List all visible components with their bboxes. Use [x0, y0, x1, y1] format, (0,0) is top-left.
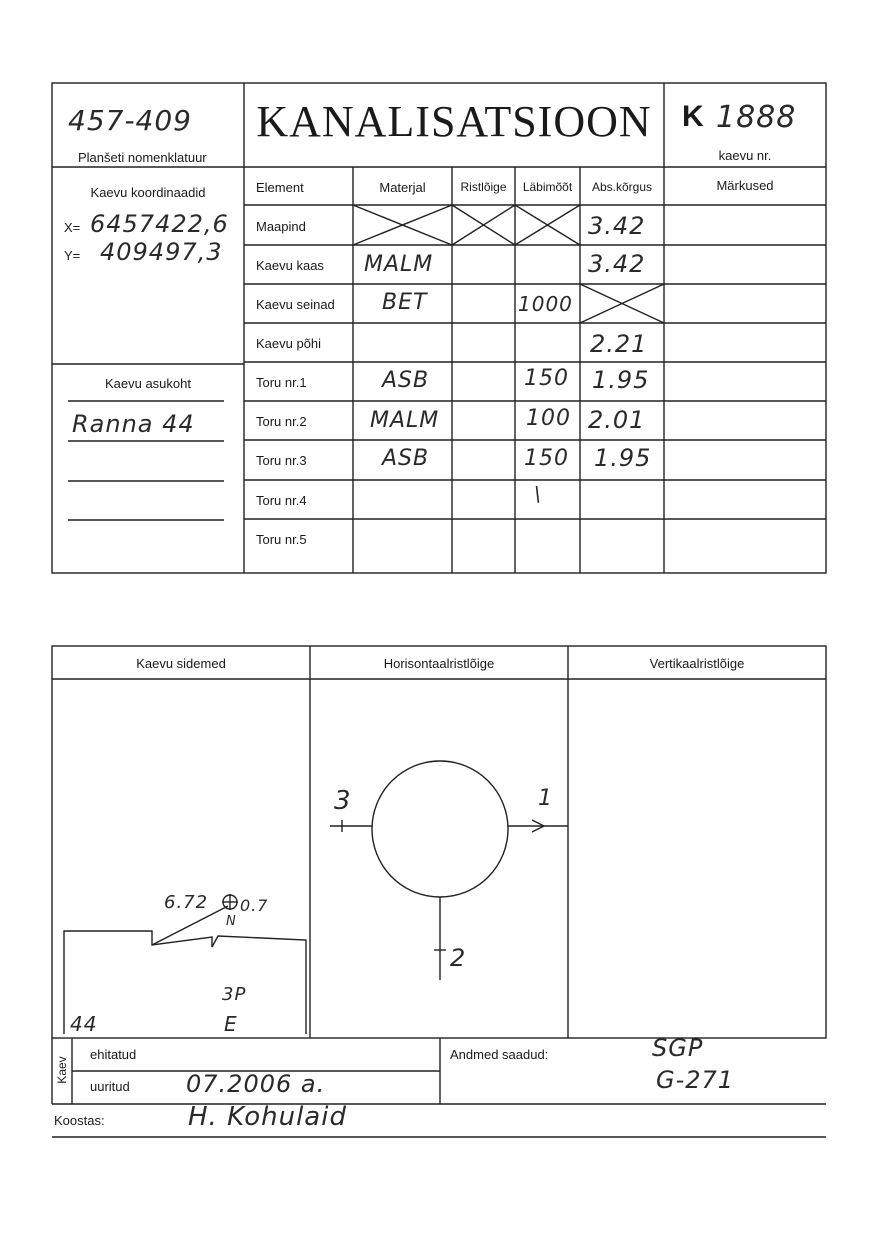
- well-number-value: 1888: [716, 100, 797, 135]
- well-number-prefix: K: [682, 100, 704, 133]
- pipe-label-left: 3: [334, 786, 352, 816]
- pipe-label-right: 1: [538, 786, 553, 811]
- row-material-2: BET: [382, 290, 428, 315]
- y-label: Y=: [64, 248, 81, 263]
- row-material-6: ASB: [382, 446, 430, 471]
- x-label: X=: [64, 220, 81, 235]
- kaev-label: Kaev: [55, 1056, 69, 1084]
- sketch-angle: 0.7: [240, 896, 269, 915]
- sketch-direction: E: [224, 1012, 238, 1036]
- col-header-diameter: Läbimõõt: [522, 180, 573, 194]
- compiled-value: H. Kohulaid: [188, 1102, 347, 1132]
- sketch-elevation: 6.72: [164, 892, 209, 913]
- col-header-cross: Ristlõige: [460, 180, 507, 194]
- row-abs-4: 1.95: [592, 366, 650, 394]
- row-abs-3: 2.21: [590, 330, 648, 358]
- coordinates-label: Kaevu koordinaadid: [90, 185, 206, 200]
- data-received-value-1: SGP: [652, 1034, 704, 1062]
- nomenclature-value: 457-409: [68, 104, 192, 137]
- row-material-5: MALM: [370, 408, 440, 433]
- row-abs-6: 1.95: [594, 444, 652, 472]
- sketch-arrow: N: [226, 914, 237, 929]
- row-element-6: Toru nr.3: [256, 453, 307, 468]
- col-header-material: Materjal: [379, 180, 426, 195]
- row-element-8: Toru nr.5: [256, 532, 307, 547]
- row-element-2: Kaevu seinad: [256, 297, 335, 312]
- row-element-4: Toru nr.1: [256, 375, 307, 390]
- row-diameter-2: 1000: [518, 292, 573, 316]
- y-value: 409497,3: [100, 238, 223, 266]
- data-received-label: Andmed saadud:: [450, 1047, 549, 1062]
- col-header-element: Element: [256, 180, 304, 195]
- surveyed-value: 07.2006 a.: [186, 1070, 326, 1098]
- nomenclature-label: Planšeti nomenklatuur: [78, 150, 207, 165]
- sketch-pipe-mark: 3P: [222, 984, 247, 1005]
- pipe-label-bottom: 2: [450, 944, 467, 972]
- col-header-abs: Abs.kõrgus: [591, 180, 653, 194]
- vertical-section-label: Vertikaalristlõige: [649, 656, 745, 671]
- x-value: 6457422,6: [90, 210, 229, 238]
- row-diameter-6: 150: [524, 446, 569, 471]
- location-label: Kaevu asukoht: [104, 376, 191, 391]
- row-diameter-5: 100: [526, 406, 571, 431]
- row-diameter-7: \: [534, 482, 542, 506]
- surveyed-label: uuritud: [90, 1079, 130, 1094]
- row-element-7: Toru nr.4: [256, 493, 307, 508]
- col-header-notes: Märkused: [716, 178, 774, 193]
- row-material-1: MALM: [364, 252, 434, 277]
- row-element-1: Kaevu kaas: [256, 258, 324, 273]
- well-number-label: kaevu nr.: [718, 148, 772, 163]
- sidemed-label: Kaevu sidemed: [136, 656, 226, 671]
- horizontal-section-label: Horisontaalristlõige: [383, 656, 495, 671]
- row-abs-5: 2.01: [588, 406, 646, 434]
- compiled-label: Koostas:: [54, 1113, 105, 1128]
- row-element-3: Kaevu põhi: [256, 336, 322, 351]
- row-element-5: Toru nr.2: [256, 414, 307, 429]
- sketch-house-number: 44: [70, 1012, 98, 1036]
- row-diameter-4: 150: [524, 366, 569, 391]
- built-label: ehitatud: [90, 1047, 137, 1062]
- row-element-0: Maapind: [256, 219, 306, 234]
- row-abs-1: 3.42: [588, 250, 646, 278]
- row-abs-0: 3.42: [588, 212, 646, 240]
- page-title: KANALISATSIOON: [256, 97, 652, 146]
- row-material-4: ASB: [382, 368, 430, 393]
- data-received-value-2: G-271: [656, 1066, 735, 1094]
- location-value: Ranna 44: [72, 410, 195, 438]
